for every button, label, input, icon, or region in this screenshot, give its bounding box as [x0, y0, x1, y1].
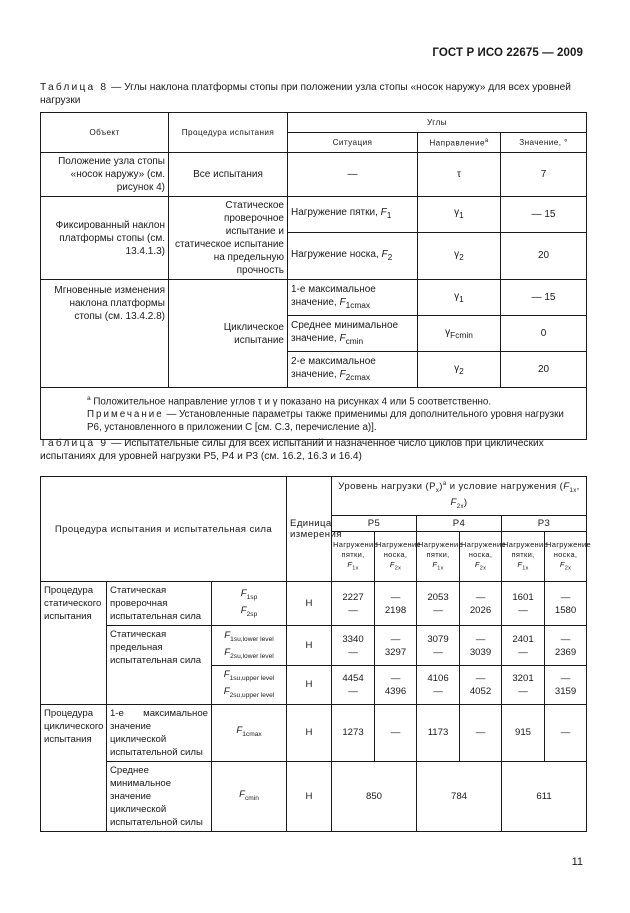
t9-cyclic-max-p4-toe: — [460, 704, 502, 761]
t9-cyclic-max-p3-toe: — [545, 704, 587, 761]
t8-header-object: Объект [41, 113, 169, 153]
t9-static-upper-f2-sym: F [223, 685, 230, 697]
t9-static-proof-p4-heel-f2: — [433, 604, 443, 616]
t9-static-proof-p5-toe-f2: 2198 [384, 604, 407, 616]
t9-cyclic-min-unit: Н [287, 761, 332, 831]
t9-static-upper-p3-toe-f1: — [560, 672, 571, 684]
t9-static-upper-f1-sym: F [223, 669, 230, 680]
t9-static-upper-f2-sub: 2su,upper level [229, 691, 275, 699]
t9-p5-toe [375, 532, 421, 582]
t9-group-static: Процедура статического испытания [41, 582, 107, 705]
t9-header-procedure: Процедура испытания и испытательная сила [41, 477, 287, 582]
t9-static-proof-unit: Н [287, 582, 332, 626]
t8-row2b-situation-text: Нагружение носка, [291, 248, 382, 260]
t8-note-lead: Примечание [87, 409, 164, 421]
t9-static-upper-p5-heel-f2: — [348, 685, 358, 697]
t8-row3c-symbol: F [339, 369, 346, 380]
t9-static-proof-p5-toe [375, 582, 417, 626]
t9-static-lower-symbols [212, 626, 287, 666]
t9-static-upper-p4-toe [460, 666, 502, 705]
t9-p4-heel-label: Нагружение пятки, [418, 539, 463, 559]
t8-row2b-direction-sub: 2 [459, 251, 464, 262]
t9-static-upper-p3-toe-f2: 3159 [554, 685, 577, 697]
t9-cyclic-max-symbol [212, 704, 287, 761]
t9-static-proof-f1 [215, 587, 283, 604]
table8-caption-text: — Углы наклона платформы стопы при положении узла стопы «носок наружу» для всех уровней нагрузки [40, 82, 571, 106]
t9-static-upper-p5-heel-f1: 4454 [342, 672, 364, 684]
t8-row2a-symbol: F [380, 207, 387, 219]
t9-cyclic-max-p5-toe: — [375, 704, 417, 761]
table8 [40, 112, 587, 440]
standard-title: ГОСТ Р ИСО 22675 — 2009 [432, 47, 583, 59]
t9-static-proof-p3-toe [545, 582, 587, 626]
t9-cyclic-max-f-sym: F [236, 725, 243, 737]
t8-row3c-direction-sub: 2 [459, 365, 464, 376]
t8-row3c-direction [418, 352, 501, 388]
t9-static-upper-p3-heel [502, 666, 545, 705]
t8-row3b-subscript: cmin [345, 336, 364, 346]
t9-header-comma: , [576, 481, 580, 493]
t8-row3c-subscript: 2cmax [345, 372, 371, 382]
t8-row2a-situation [288, 197, 418, 233]
t8-row3b-direction [418, 316, 501, 352]
t8-row1-procedure: Все испытания [169, 153, 288, 197]
t9-p3-toe-label: Нагружение носка, [546, 539, 591, 559]
t9-static-proof-f2-sub: 2sp [246, 610, 258, 618]
t8-row3b-direction-sub: Fcmin [450, 329, 473, 340]
t9-static-proof-p5-heel-f1: 2227 [342, 591, 364, 603]
t8-row3a-value: — 15 [501, 280, 587, 316]
t9-p4-toe-label: Нагружение носка, [461, 539, 506, 559]
t9-cyclic-min-desc: Среднее минимальное значение циклической испытательной силы [107, 761, 212, 831]
t8-row3b-situation [288, 316, 418, 352]
t9-static-proof-p4-heel-f1: 2053 [427, 591, 449, 603]
t9-static-upper-p3-heel-f2: — [518, 685, 528, 697]
t9-static-proof-f2-sym: F [240, 604, 247, 616]
t9-p5-heel-label: Нагружение пятки, [333, 539, 378, 559]
t9-static-lower-p5-heel-f1: 3340 [342, 633, 364, 645]
t8-header-direction [418, 133, 501, 153]
t8-row2a-direction-symbol: γ [454, 207, 460, 219]
t8-row3a-direction [418, 280, 501, 316]
t8-row3a-direction-symbol: γ [454, 290, 460, 302]
t9-header-f1x: F [563, 481, 570, 493]
t9-header-levels-c: и условие нагружения ( [446, 481, 564, 493]
t9-header-unit: Единица измерения [287, 477, 332, 582]
t9-static-proof-p3-toe-f1: — [560, 591, 571, 603]
t8-row2b-value: 20 [501, 232, 587, 279]
t9-static-proof-p4-toe-f1: — [475, 591, 486, 603]
t9-group-cyclic: Процедура циклического испытания [41, 704, 107, 831]
t8-row2a-direction [418, 197, 501, 233]
t9-static-lower-p4-toe-f2: 3039 [469, 646, 492, 658]
t9-header-f2x-sub: 2x [456, 504, 464, 510]
t9-static-upper-p4-heel-f2: — [433, 685, 443, 697]
t9-static-lower-f2 [215, 646, 283, 663]
t8-row2a-direction-sub: 1 [459, 210, 464, 221]
t8-row3c-direction-symbol: γ [454, 362, 460, 374]
t9-p5-toe-sub: 2x [394, 565, 402, 572]
t8-row2b-situation [288, 232, 418, 279]
t9-p5-heel [332, 532, 378, 582]
table8-caption-lead: Таблица 8 [40, 82, 109, 93]
t8-row3a-subscript: 1cmax [345, 300, 371, 310]
t9-static-lower-p3-heel [502, 626, 545, 666]
t9-static-upper-symbols [212, 666, 287, 705]
t9-static-lower-p4-toe [460, 626, 502, 666]
t9-p3-heel-sym: F [517, 559, 523, 569]
t9-static-lower-f1-sub: 1su,lower level [230, 635, 274, 643]
t9-static-upper-p4-toe-f1: — [475, 672, 486, 684]
t9-level-p3: Р3 [502, 516, 587, 532]
t9-p4-heel [417, 532, 463, 582]
t9-cyclic-max-p4-heel: 1173 [417, 704, 460, 761]
t8-row3a-symbol: F [339, 297, 346, 308]
t8-row3c-value: 20 [501, 352, 587, 388]
t9-static-lower-p3-heel-f1: 2401 [512, 633, 534, 645]
t9-p3-toe-sub: 2x [564, 565, 572, 572]
t9-static-proof-p3-toe-f2: 1580 [554, 604, 577, 616]
t8-note [47, 408, 580, 434]
t9-static-lower-unit: Н [287, 626, 332, 666]
t8-header-direction-label: Направление [429, 138, 485, 148]
table9-caption [40, 437, 585, 463]
t8-row3c-situation-text: 2-е максимальное значение, [291, 356, 376, 380]
t9-p4-toe-sym: F [474, 559, 480, 569]
t9-static-proof-symbols [212, 582, 287, 626]
t9-static-lower-p3-heel-f2: — [518, 646, 528, 658]
t9-static-upper-p3-heel-f1: 3201 [512, 672, 534, 684]
t8-row2a-value: — 15 [501, 197, 587, 233]
t9-p5-heel-sub: 1x [352, 565, 359, 572]
page-number: 11 [571, 856, 583, 868]
t9-header-levels-d: ) [463, 497, 468, 509]
t9-static-proof-desc: Статическая проверочная испытательная сила [107, 582, 212, 626]
t9-static-lower-p3-toe [545, 626, 587, 666]
t8-header-direction-sup: a [484, 138, 489, 145]
table9-caption-text: — Испытательные силы для всех испытаний и назначенное число циклов при циклических испытаниях для уровней нагрузки Р5, Р4 и Р3 (см. 16.2, 16.3 и 16.4) [40, 438, 544, 462]
t9-static-upper-p5-toe-f1: — [390, 672, 401, 684]
t9-level-p4: Р4 [417, 516, 502, 532]
t9-static-proof-p5-toe-f1: — [390, 591, 401, 603]
t8-row2b-direction [418, 232, 501, 279]
t8-row1-object: Положение узла стопы «носок наружу» (см. рисунок 4) [41, 153, 169, 197]
t9-static-upper-p4-toe-f2: 4052 [469, 685, 492, 697]
t9-static-upper-f2 [215, 685, 283, 702]
t8-footnote [47, 392, 580, 408]
t9-static-ultimate-desc: Статическая предельная испытательная сила [107, 626, 212, 705]
t9-p4-toe-sub: 2x [479, 565, 487, 572]
t8-header-procedure: Процедура испытания [169, 113, 288, 153]
t9-p5-heel-sym: F [347, 559, 353, 569]
t8-row2-procedure: Статическое проверочное испытание и статическое испытание на предельную прочность [169, 197, 288, 280]
t9-header-levels-sub: x [435, 488, 440, 495]
t9-p3-heel [502, 532, 548, 582]
t8-row2a-situation-text: Нагружение пятки, [291, 207, 381, 219]
t9-static-lower-f1 [215, 629, 283, 646]
t9-static-lower-p5-heel [332, 626, 375, 666]
t9-cyclic-max-p5-heel: 1273 [332, 704, 375, 761]
t8-footnote-mark: a [87, 395, 91, 402]
t9-cyclic-min-p4: 784 [417, 761, 502, 831]
t9-header-levels-a: Уровень нагрузки (P [338, 481, 436, 493]
t8-footnote-text: Положительное направление углов τ и γ показано на рисунках 4 или 5 соответственно. [90, 396, 492, 408]
t8-row3-object: Мгновенные изменения наклона платформы стопы (см. 13.4.2.8) [41, 280, 169, 388]
t9-static-lower-f2-sym: F [224, 646, 231, 658]
table9-caption-lead: Таблица 9 [40, 438, 109, 449]
t9-cyclic-min-f-sub: cmin [244, 794, 259, 802]
t9-static-upper-p4-heel-f1: 4106 [427, 672, 449, 684]
t9-static-lower-p3-toe-f2: 2369 [554, 646, 577, 658]
t9-static-proof-p3-heel-f2: — [518, 604, 528, 616]
t9-static-proof-p3-heel [502, 582, 545, 626]
t8-row2b-symbol: F [381, 248, 388, 260]
t9-static-upper-p3-toe [545, 666, 587, 705]
t9-cyclic-max-desc: 1-е максимальное значение циклической испытательной силы [107, 704, 212, 761]
t9-static-upper-p5-heel [332, 666, 375, 705]
t9-header-levels-b: ) [439, 481, 443, 493]
t9-static-upper-p5-toe-f2: 4396 [384, 685, 407, 697]
t8-row2b-subscript: 2 [387, 251, 393, 262]
t8-row3a-situation [288, 280, 418, 316]
t9-static-proof-p5-heel [332, 582, 375, 626]
t9-static-lower-p5-toe [375, 626, 417, 666]
t8-notes [41, 388, 587, 440]
t9-p4-heel-sym: F [432, 559, 438, 569]
t9-header-levels-sup: a [442, 481, 447, 487]
t8-row3c-situation [288, 352, 418, 388]
t9-static-upper-p4-heel [417, 666, 460, 705]
t8-row2-object: Фиксированный наклон платформы стопы (см. 13.4.1.3) [41, 197, 169, 280]
t8-row3-procedure: Циклическое испытание [169, 280, 288, 388]
t8-row1-value: 7 [501, 153, 587, 197]
t8-row3a-situation-text: 1-е максимальное значение, [291, 284, 376, 308]
t9-p5-toe-label: Нагружение носка, [376, 539, 421, 559]
t9-static-upper-unit: Н [287, 666, 332, 705]
t9-p3-toe [545, 532, 591, 582]
t9-cyclic-min-p3: 611 [502, 761, 587, 831]
t9-cyclic-max-f-sub: 1cmax [242, 731, 262, 739]
t8-row2b-direction-symbol: γ [454, 248, 460, 260]
t9-static-upper-p5-toe [375, 666, 417, 705]
t9-p4-heel-sub: 1x [437, 565, 444, 572]
t9-cyclic-max-p3-heel: 915 [502, 704, 545, 761]
table8-caption [40, 81, 585, 107]
t9-cyclic-min-f-sym: F [239, 788, 245, 800]
t9-static-lower-p5-toe-f1: — [390, 633, 401, 645]
t9-static-lower-p4-heel [417, 626, 460, 666]
t9-static-lower-f2-sub: 2su,lower level [230, 652, 274, 660]
t8-row1-direction: τ [418, 153, 501, 197]
t8-row2a-subscript: 1 [386, 210, 392, 221]
t9-header-f2x: F [450, 497, 457, 509]
t8-row3b-direction-symbol: γ [445, 326, 451, 338]
t8-header-angles: Углы [288, 113, 587, 133]
t9-static-proof-p4-toe [460, 582, 502, 626]
t9-p3-heel-sub: 1x [522, 565, 529, 572]
t9-cyclic-min-symbol [212, 761, 287, 831]
t8-note-text: — Установленные параметры также применимы для дополнительного уровня нагрузки Р6, установленного в приложении С [см. С.3, перечисление а)]. [87, 409, 564, 434]
t9-p4-toe [460, 532, 506, 582]
t9-static-proof-p3-heel-f1: 1601 [512, 591, 534, 603]
t9-cyclic-max-unit: Н [287, 704, 332, 761]
t9-static-upper-f1-sub: 1su,upper level [229, 674, 275, 682]
t9-level-p5: Р5 [332, 516, 417, 532]
t9-static-proof-f2 [215, 604, 283, 621]
t9-header-levels [332, 477, 587, 516]
t9-p3-heel-label: Нагружение пятки, [503, 539, 548, 559]
t8-header-value: Значение, ° [501, 133, 587, 153]
t9-static-lower-p4-heel-f2: — [433, 646, 443, 658]
t8-row3b-situation-text: Среднее минимальное значение, [291, 320, 399, 344]
t8-row1-situation: — [288, 153, 418, 197]
t9-p5-toe-sym: F [389, 559, 395, 569]
t9-static-proof-f1-sub: 1sp [246, 593, 258, 601]
t9-static-lower-p4-toe-f1: — [475, 633, 486, 645]
table9 [40, 476, 591, 832]
t9-static-proof-p5-heel-f2: — [348, 604, 358, 616]
t9-p3-toe-sym: F [559, 559, 565, 569]
t9-static-lower-p5-heel-f2: — [348, 646, 358, 658]
t9-static-upper-f1 [215, 668, 283, 685]
t9-static-proof-p4-toe-f2: 2026 [469, 604, 492, 616]
t9-static-lower-f1-sym: F [224, 629, 231, 641]
t9-static-proof-f1-sym: F [240, 587, 247, 599]
t8-row3a-direction-sub: 1 [459, 293, 464, 304]
t9-static-lower-p3-toe-f1: — [560, 633, 571, 645]
t8-header-situation: Ситуация [288, 133, 418, 153]
t9-static-lower-p4-heel-f1: 3079 [427, 633, 449, 645]
t9-static-lower-p5-toe-f2: 3297 [384, 646, 407, 658]
t8-row3b-value: 0 [501, 316, 587, 352]
t8-row3b-symbol: F [339, 333, 346, 344]
t9-static-proof-p4-heel [417, 582, 460, 626]
t9-header-f1x-sub: 1x [569, 488, 577, 495]
t9-cyclic-min-p5: 850 [332, 761, 417, 831]
